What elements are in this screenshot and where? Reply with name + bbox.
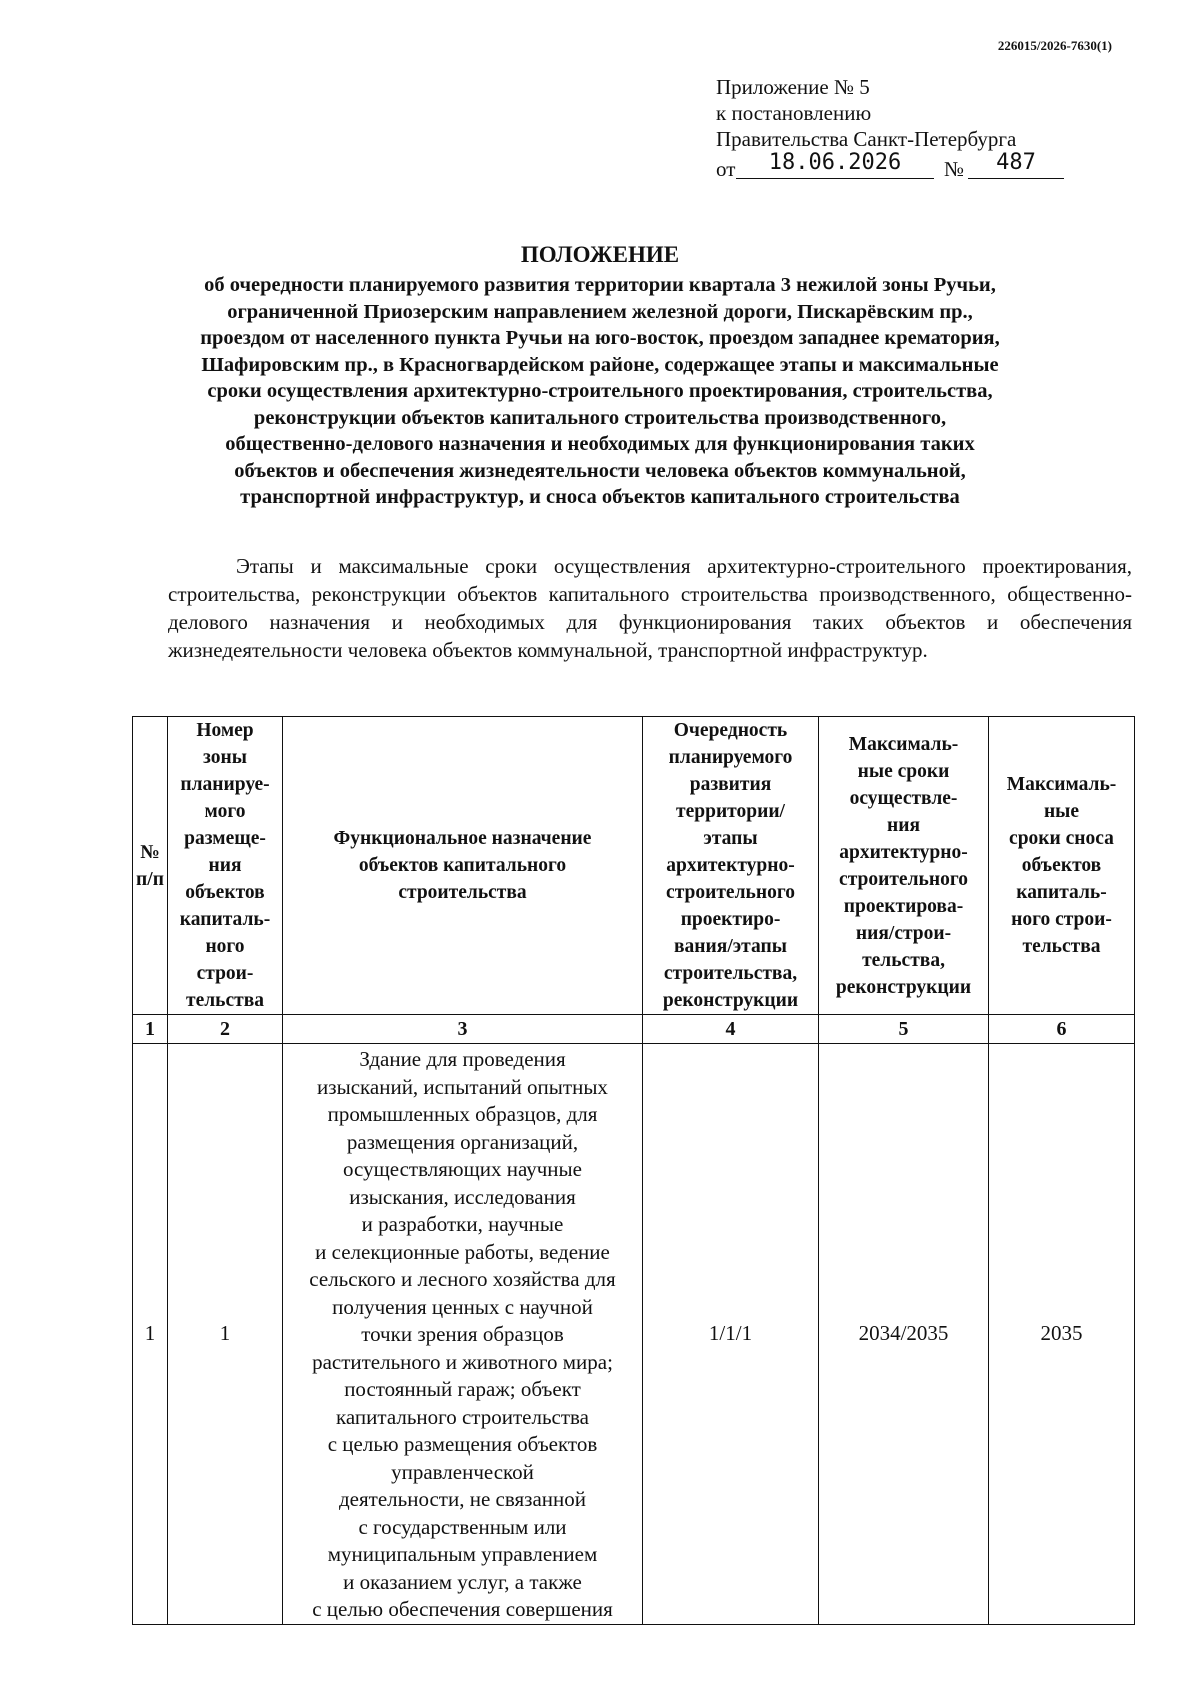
header-line: ного bbox=[205, 936, 245, 957]
purpose-line: и оказанием услуг, а также bbox=[343, 1569, 582, 1594]
subtitle-line: ограниченной Приозерским направлением железной дороги, Пискарёвским пр., bbox=[227, 300, 973, 323]
header-line: размеще- bbox=[184, 828, 266, 849]
column-number: 2 bbox=[168, 1015, 283, 1044]
purpose-line: осуществляющих научные bbox=[343, 1157, 582, 1181]
document-title: ПОЛОЖЕНИЕ bbox=[520, 242, 680, 267]
header-line: территории/ bbox=[676, 801, 785, 822]
header-line: ния bbox=[208, 855, 242, 876]
registration-number: 226015/2026-7630(1) bbox=[997, 38, 1112, 53]
header-line: строительного bbox=[839, 868, 968, 890]
document-subtitle bbox=[130, 272, 1070, 511]
header-line: ния bbox=[886, 814, 921, 836]
subtitle-line: объектов и обеспечения жизнедеятельности человека объектов коммунальной, bbox=[234, 459, 966, 482]
header-line: зоны bbox=[203, 747, 247, 768]
purpose-line: постоянный гараж; объект bbox=[344, 1377, 581, 1401]
header-line: Очередность bbox=[673, 720, 788, 741]
header-line: архитектурно- bbox=[666, 855, 795, 876]
header-line: тельства bbox=[186, 990, 264, 1011]
date-label: от bbox=[716, 157, 736, 181]
header-line: капиталь- bbox=[179, 909, 271, 930]
purpose-line: и селекционные работы, ведение bbox=[315, 1239, 610, 1264]
design-construction-terms: 2034/2035 bbox=[819, 1044, 989, 1625]
header-line: тельства bbox=[1022, 936, 1101, 957]
annex-line-1: Приложение № 5 bbox=[716, 75, 870, 99]
header-line: ного строи- bbox=[1011, 909, 1112, 930]
intro-paragraph: Этапы и максимальные сроки осуществления архитектурно-строительного проектирования, строительства, реконструкции объектов капитального строительства производственного, общественно-делового назначения и необходимых для функционирования таких объектов и обеспечения жизнедеятельности человека объектов коммунальной, транспортной инфраструктур. bbox=[168, 554, 1132, 662]
header-line: осуществле- bbox=[849, 787, 958, 809]
subtitle-line: реконструкции объектов капитального строительства производственного, bbox=[253, 406, 947, 429]
header-line: мого bbox=[204, 801, 246, 822]
table-header-row bbox=[133, 717, 1135, 1015]
header-cell-design-terms bbox=[819, 717, 989, 1015]
header-line: строи- bbox=[196, 963, 254, 984]
purpose-line: капитального строительства bbox=[336, 1404, 589, 1429]
header-line: Максималь- bbox=[848, 733, 959, 755]
purpose-line: изысканий, испытаний опытных bbox=[317, 1074, 608, 1099]
header-line: вания/этапы bbox=[674, 936, 787, 957]
header-line: реконструкции bbox=[835, 976, 972, 998]
header-cell-zone bbox=[168, 717, 283, 1015]
header-line: планируемого bbox=[668, 747, 793, 768]
header-line: строительства, bbox=[663, 963, 798, 984]
purpose-line: растительного и животного мира; bbox=[312, 1349, 613, 1374]
purpose-line: сельского и лесного хозяйства для bbox=[309, 1267, 616, 1291]
header-line: Максималь- bbox=[1006, 774, 1117, 795]
purpose-line: точки зрения образцов bbox=[361, 1322, 564, 1346]
header-cell-purpose bbox=[283, 717, 643, 1015]
header-line: проектирова- bbox=[843, 895, 964, 917]
demolition-terms: 2035 bbox=[989, 1044, 1135, 1625]
header-line: этапы bbox=[703, 828, 758, 849]
table-row bbox=[133, 1044, 1135, 1625]
zone-number: 1 bbox=[168, 1044, 283, 1625]
column-number: 4 bbox=[643, 1015, 819, 1044]
subtitle-line: Шафировским пр., в Красногвардейском районе, содержащее этапы и максимальные bbox=[201, 353, 999, 376]
header-line: реконструкции bbox=[662, 990, 799, 1011]
subtitle-line: общественно-делового назначения и необходимых для функционирования таких bbox=[225, 433, 975, 455]
functional-purpose bbox=[283, 1044, 643, 1625]
header-cell-number bbox=[133, 717, 168, 1015]
annex-line-3: Правительства Санкт-Петербурга bbox=[716, 127, 1017, 151]
header-line: Номер bbox=[196, 720, 254, 741]
development-stages: 1/1/1 bbox=[643, 1044, 819, 1625]
purpose-line: Здание для проведения bbox=[359, 1047, 566, 1071]
header-line: объектов bbox=[1021, 855, 1102, 876]
column-number: 1 bbox=[133, 1015, 168, 1044]
header-cell-demolition-terms bbox=[989, 717, 1135, 1015]
stages-table bbox=[132, 716, 1135, 1625]
subtitle-line: об очередности планируемого развития территории квартала 3 нежилой зоны Ручьи, bbox=[204, 274, 996, 296]
row-number: 1 bbox=[133, 1044, 168, 1625]
purpose-line: с целью обеспечения совершения bbox=[312, 1597, 613, 1621]
header-line: ные bbox=[1043, 801, 1080, 822]
header-line: объектов капитального bbox=[358, 855, 567, 876]
header-line: № bbox=[140, 841, 160, 863]
header-line: п/п bbox=[136, 868, 164, 890]
purpose-line: и разработки, научные bbox=[361, 1212, 564, 1236]
column-number: 6 bbox=[989, 1015, 1135, 1044]
header-line: объектов bbox=[185, 882, 265, 903]
purpose-line: управленческой bbox=[391, 1459, 534, 1484]
header-line: архитектурно- bbox=[839, 841, 968, 863]
resolution-number: 487 bbox=[968, 150, 1064, 179]
subtitle-line: сроки осуществления архитектурно-строительного проектирования, строительства, bbox=[207, 380, 993, 402]
header-line: сроки сноса bbox=[1009, 828, 1114, 849]
purpose-line: получения ценных с научной bbox=[332, 1294, 593, 1319]
subtitle-line: проездом от населенного пункта Ручьи на юго-восток, проездом западнее крематория, bbox=[200, 327, 1000, 349]
purpose-line: с целью размещения объектов bbox=[327, 1432, 598, 1456]
header-line: проектиро- bbox=[680, 909, 781, 930]
header-line: строительного bbox=[666, 882, 795, 903]
header-line: капиталь- bbox=[1016, 882, 1107, 903]
column-number-row bbox=[133, 1015, 1135, 1044]
annex-block bbox=[716, 74, 1036, 182]
purpose-line: размещения организаций, bbox=[346, 1129, 579, 1154]
header-line: развития bbox=[689, 774, 772, 795]
header-line: строительства bbox=[398, 882, 527, 903]
subtitle-line: транспортной инфраструктур, и сноса объектов капитального строительства bbox=[240, 486, 960, 508]
purpose-line: изыскания, исследования bbox=[349, 1184, 576, 1209]
header-line: ные сроки bbox=[857, 760, 950, 782]
column-number: 5 bbox=[819, 1015, 989, 1044]
number-label: № bbox=[944, 157, 965, 181]
header-line: планируе- bbox=[180, 774, 270, 795]
resolution-signature-line bbox=[716, 150, 1036, 182]
column-number: 3 bbox=[283, 1015, 643, 1044]
header-line: Функциональное назначение bbox=[333, 828, 592, 849]
header-line: ния/строи- bbox=[855, 922, 952, 944]
purpose-line: промышленных образцов, для bbox=[327, 1102, 598, 1126]
header-line: тельства, bbox=[862, 949, 945, 971]
purpose-line: муниципальным управлением bbox=[327, 1542, 598, 1566]
purpose-line: с государственным или bbox=[358, 1514, 567, 1539]
annex-line-2: к постановлению bbox=[716, 101, 872, 125]
resolution-date: 18.06.2026 bbox=[736, 150, 934, 179]
purpose-line: деятельности, не связанной bbox=[339, 1487, 586, 1511]
header-cell-stages bbox=[643, 717, 819, 1015]
